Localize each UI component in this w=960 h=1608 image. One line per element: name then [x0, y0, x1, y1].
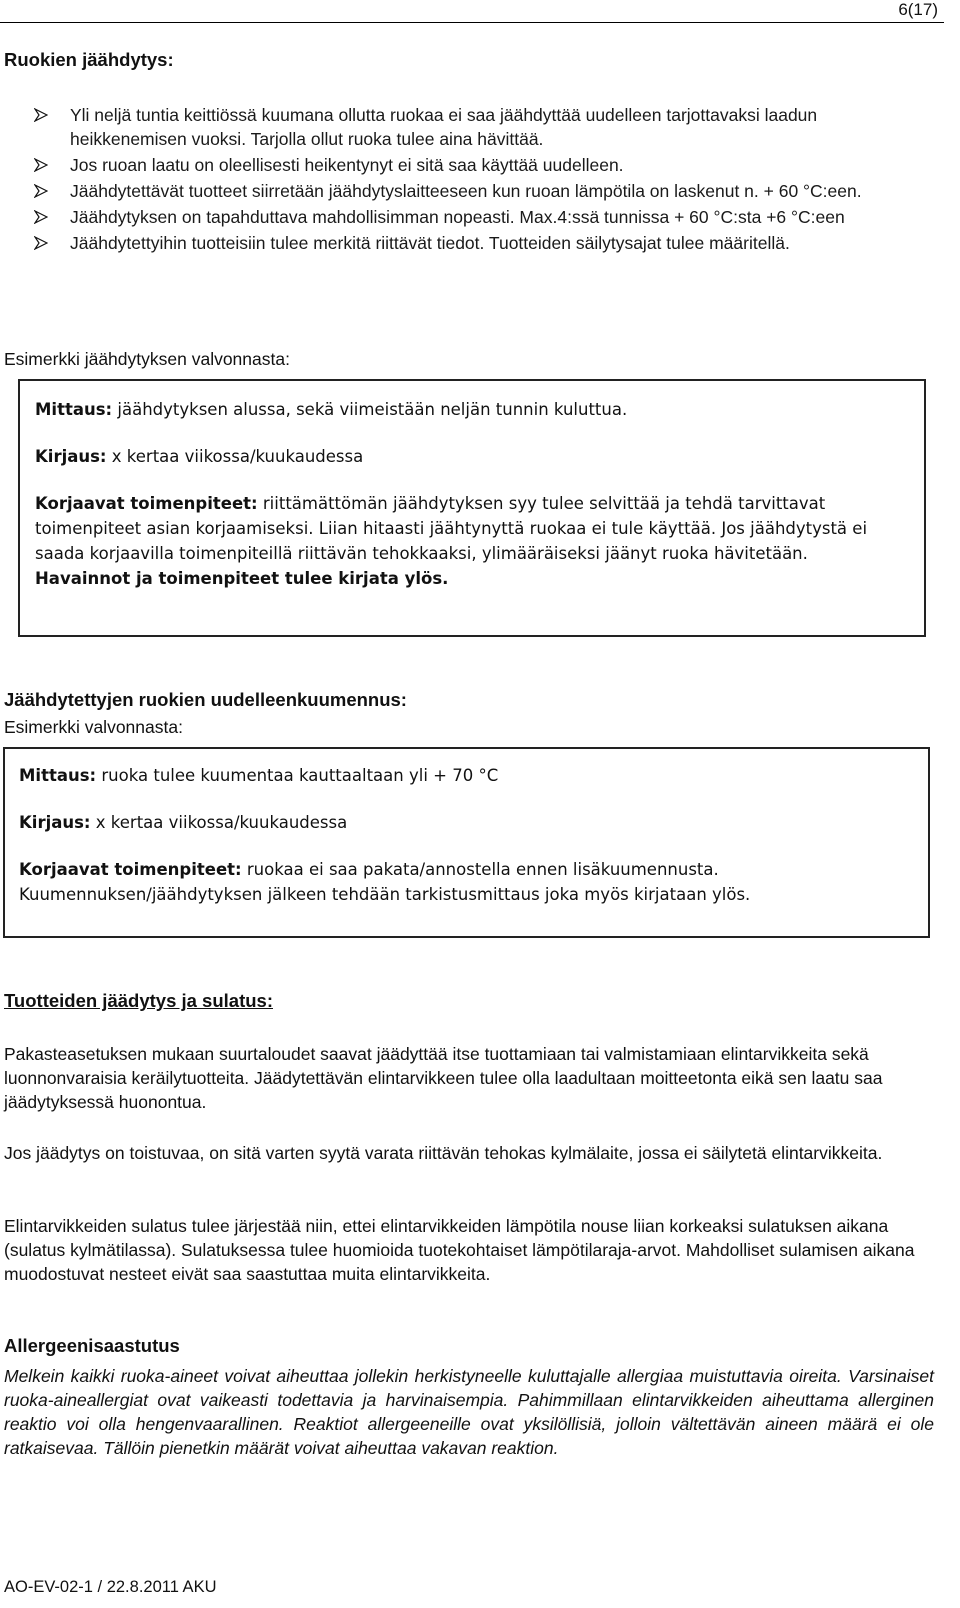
measurement-row	[19, 763, 914, 788]
cooling-monitoring-box	[18, 379, 926, 637]
list-item	[34, 231, 929, 255]
bullet-text: Jäähdytettävät tuotteet siirretään jäähdytyslaitteeseen kun ruoan lämpötila on laskenut n. + 60 °C:een.	[70, 181, 862, 201]
section-title-allergen: Allergeenisaastutus	[4, 1335, 180, 1356]
freezing-paragraph: Jos jäädytys on toistuvaa, on sitä varten syytä varata riittävän tehokas kylmälaite, jossa ei säilytetä elintarvikkeita.	[4, 1143, 883, 1163]
list-item	[34, 179, 929, 203]
list-item	[34, 153, 929, 177]
measurement-label: Mittaus:	[35, 400, 113, 419]
corrective-actions-label: Korjaavat toimenpiteet:	[19, 860, 242, 879]
allergen-paragraph: Melkein kaikki ruoka-aineet voivat aiheuttaa jollekin herkistyneelle kuluttajalle allergiaa muistuttavia oireita. Varsinaiset ruoka-aineallergiat ovat vaikeasti todettavia ja harvinaisempia. Pahimmillaan elintarvikkeiden aiheuttama allerginen reaktio voi olla hengenvaarallinen. Reaktiot allergeeneille ovat yksilöllisiä, jolloin vältettävän aineen määrä ei ole ratkaisevaa. Tällöin pienetkin määrät voivat aiheuttaa vakavan reaktion.	[4, 1366, 934, 1458]
recording-label: Kirjaus:	[35, 447, 107, 466]
corrective-actions-row	[19, 857, 914, 907]
document-footer: AO-EV-02-1 / 22.8.2011 AKU	[4, 1578, 217, 1596]
bullet-text: Jäähdytyksen on tapahduttava mahdollisimman nopeasti. Max.4:ssä tunnissa + 60 °C:sta +6 °C:een	[70, 207, 845, 227]
arrow-bullet-icon	[34, 184, 48, 198]
corrective-actions-label: Korjaavat toimenpiteet:	[35, 494, 258, 513]
observations-note: Havainnot ja toimenpiteet tulee kirjata ylös.	[35, 569, 449, 588]
section-title-freezing: Tuotteiden jäädytys ja sulatus:	[4, 990, 273, 1011]
corrective-actions-row	[35, 491, 909, 566]
section-title-cooling: Ruokien jäähdytys:	[4, 49, 174, 70]
list-item	[34, 103, 929, 151]
bullet-text: Jäähdytettyihin tuotteisiin tulee merkitä riittävät tiedot. Tuotteiden säilytysajat tulee määritellä.	[70, 233, 790, 253]
bullet-text: Yli neljä tuntia keittiössä kuumana ollutta ruokaa ei saa jäähdyttää uudelleen tarjottavaksi laadun heikkenemisen vuoksi. Tarjolla ollut ruoka tulee aina hävittää.	[70, 105, 818, 149]
list-item	[34, 205, 929, 229]
thawing-paragraph: Elintarvikkeiden sulatus tulee järjestää niin, ettei elintarvikkeiden lämpötila nouse liian korkeaksi sulatuksen aikana (sulatus kylmätilassa). Sulatuksessa tulee huomioida tuotekohtaiset lämpötilaraja-arvot. Mahdolliset sulamisen aikana muodostuvat nesteet eivät saa saastuttaa muita elintarvikkeita.	[4, 1216, 915, 1284]
arrow-bullet-icon	[34, 108, 48, 122]
recording-row	[35, 444, 909, 469]
recording-row	[19, 810, 914, 835]
cooling-example-label: Esimerkki jäähdytyksen valvonnasta:	[4, 349, 290, 369]
arrow-bullet-icon	[34, 236, 48, 250]
reheating-monitoring-box	[3, 747, 930, 938]
header-divider	[0, 22, 944, 23]
arrow-bullet-icon	[34, 210, 48, 224]
bullet-text: Jos ruoan laatu on oleellisesti heikentynyt ei sitä saa käyttää uudelleen.	[70, 155, 624, 175]
recording-text: x kertaa viikossa/kuukaudessa	[106, 447, 364, 466]
corrective-actions-text: ruokaa ei saa pakata/annostella ennen lisäkuumennusta. Kuumennuksen/jäähdytyksen jälkeen tehdään tarkistusmittaus joka myös kirjataan ylös.	[19, 860, 751, 904]
recording-text: x kertaa viikossa/kuukaudessa	[90, 813, 348, 832]
recording-label: Kirjaus:	[19, 813, 91, 832]
measurement-label: Mittaus:	[19, 766, 97, 785]
cooling-bullet-list	[34, 103, 929, 257]
section-title-reheating: Jäähdytettyjen ruokien uudelleenkuumennus:	[4, 689, 407, 710]
freezing-paragraph: Pakasteasetuksen mukaan suurtaloudet saavat jäädyttää itse tuottamiaan tai valmistamiaan elintarvikkeita sekä luonnonvaraisia keräilytuotteita. Jäädytettävän elintarvikkeen tulee olla laadultaan moitteetonta eikä sen laatu saa jäädytyksessä huonontua.	[4, 1044, 883, 1112]
measurement-text: ruoka tulee kuumentaa kauttaaltaan yli + 70 °C	[96, 766, 499, 785]
arrow-bullet-icon	[34, 158, 48, 172]
page-number: 6(17)	[898, 0, 938, 19]
measurement-row	[35, 397, 909, 422]
corrective-actions-text: riittämättömän jäähdytyksen syy tulee selvittää ja tehdä tarvittavat toimenpiteet asian korjaamiseksi. Liian hitaasti jäähtynyttä ruokaa ei tule käyttää. Jos jäähdytystä ei saada korjaavilla toimenpiteillä riittävän tehokkaaksi, ylimääräiseksi jäänyt ruoka hävitetään.	[35, 494, 868, 563]
reheating-example-label: Esimerkki valvonnasta:	[4, 717, 183, 737]
measurement-text: jäähdytyksen alussa, sekä viimeistään neljän tunnin kuluttua.	[112, 400, 628, 419]
